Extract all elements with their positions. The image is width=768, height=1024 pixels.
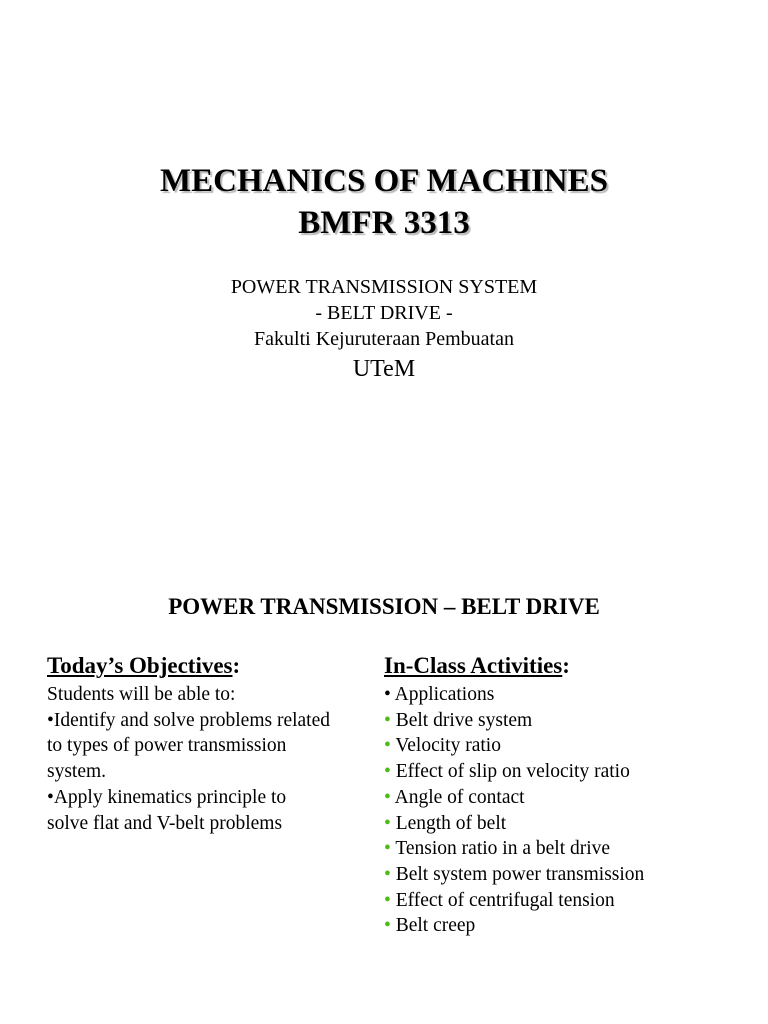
bullet-icon: • — [384, 812, 391, 834]
objectives-line: •Identify and solve problems related — [47, 709, 330, 731]
activities-heading-colon: : — [562, 653, 570, 678]
slide-title: POWER TRANSMISSION – BELT DRIVE — [168, 594, 600, 619]
activity-text: Belt system power transmission — [390, 863, 645, 885]
activity-item — [384, 913, 754, 939]
course-title: MECHANICS OF MACHINES — [160, 163, 608, 199]
activity-text: Belt creep — [390, 915, 476, 937]
bullet-icon: • — [384, 761, 391, 783]
university-name: UTeM — [352, 356, 416, 382]
course-code: BMFR 3313 — [298, 205, 470, 241]
objectives-column — [47, 650, 367, 836]
activity-text: Length of belt — [390, 812, 507, 834]
topic: - BELT DRIVE - — [315, 302, 453, 324]
activity-item — [384, 759, 754, 785]
bullet-icon: • — [384, 838, 391, 860]
objectives-heading-colon: : — [232, 653, 241, 678]
activity-item — [384, 733, 754, 759]
subtitle: POWER TRANSMISSION SYSTEM — [230, 276, 538, 298]
activities-heading-text: In-Class Activities — [384, 653, 563, 678]
objectives-line: solve flat and V-belt problems — [47, 812, 283, 834]
bullet-icon: • — [384, 684, 391, 705]
bullet-icon: • — [384, 786, 391, 808]
objectives-heading-text: Today’s Objectives — [47, 653, 233, 678]
bullet-icon: • — [384, 889, 391, 911]
activity-text: Effect of centrifugal tension — [390, 889, 615, 911]
objectives-line: •Apply kinematics principle to — [47, 786, 287, 808]
activities-column — [384, 650, 754, 939]
activity-item — [384, 785, 754, 811]
activity-item — [384, 888, 754, 914]
activity-item — [384, 708, 754, 734]
activity-item — [384, 836, 754, 862]
activity-item — [384, 682, 754, 708]
activity-text: Effect of slip on velocity ratio — [390, 761, 630, 783]
objectives-line: Students will be able to: — [47, 684, 236, 705]
activities-heading — [384, 650, 754, 682]
activity-text: Applications — [390, 684, 495, 705]
bullet-icon: • — [384, 863, 391, 885]
activity-text: Angle of contact — [390, 786, 525, 808]
objectives-line: system. — [47, 761, 107, 783]
bullet-icon: • — [384, 915, 391, 937]
activity-text: Velocity ratio — [390, 735, 501, 757]
bullet-icon: • — [384, 709, 391, 731]
activity-text: Belt drive system — [390, 709, 533, 731]
objectives-line: to types of power transmission — [47, 735, 287, 757]
bullet-icon: • — [384, 735, 391, 757]
faculty-name: Fakulti Kejuruteraan Pembuatan — [254, 328, 514, 350]
activity-item — [384, 811, 754, 837]
objectives-heading — [47, 650, 367, 682]
activity-item — [384, 862, 754, 888]
activity-text: Tension ratio in a belt drive — [390, 838, 611, 860]
objectives-slide — [0, 520, 768, 1024]
